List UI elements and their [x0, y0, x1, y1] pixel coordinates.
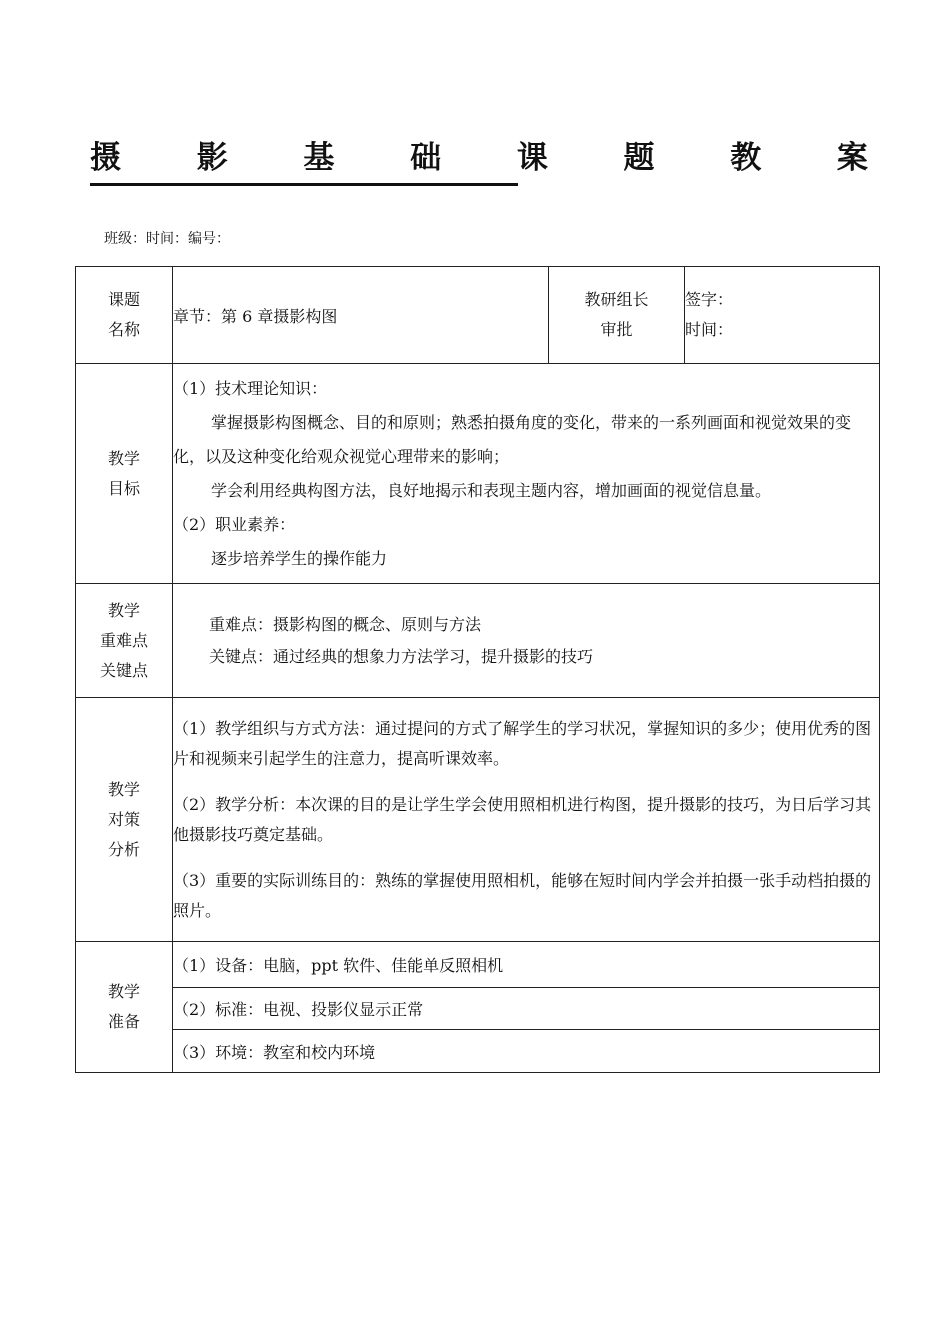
sign-line: 签字： — [685, 290, 734, 309]
topic-label-cell — [76, 267, 173, 364]
title-char: 摄 — [90, 139, 121, 176]
prep-label-cell — [76, 942, 173, 1073]
goals-paragraph-1: 掌握摄影构图概念、目的和原则；熟悉拍摄角度的变化，带来的一系列画面和视觉效果的变化，以及这种变化给观众视觉心理带来的影响； — [173, 412, 852, 466]
strategy-item-2: （2）教学分析：本次课的目的是让学生学会使用照相机进行构图，提升摄影的技巧，为日后学习其他摄影技巧奠定基础。 — [173, 794, 872, 844]
meta-line: 班级：时间：编号： — [104, 231, 230, 247]
title-char: 课 — [516, 139, 548, 176]
keypoints-label-line: 教学 — [107, 600, 140, 620]
strategy-content — [173, 698, 880, 942]
title-char: 案 — [836, 139, 868, 176]
prep-item-text: （1）设备：电脑，ppt 软件、佳能单反照相机 — [173, 956, 504, 975]
prep-item-text: （3）环境：教室和校内环境 — [173, 1042, 376, 1062]
prep-label-line: 准备 — [107, 1012, 140, 1031]
approve-label-line: 教研组长 — [584, 290, 649, 309]
prep-item-2 — [173, 988, 880, 1030]
goals-heading-2: （2）职业素养： — [173, 514, 296, 534]
strategy-label-cell — [76, 698, 173, 942]
row-strategy — [76, 698, 880, 942]
keypoints-label-line: 关键点 — [99, 660, 148, 680]
row-topic — [76, 267, 880, 364]
goals-paragraph-3: 逐步培养学生的操作能力 — [211, 548, 388, 568]
title-char: 教 — [730, 139, 762, 176]
chapter-cell — [173, 267, 549, 364]
strategy-label-line: 分析 — [107, 839, 140, 859]
row-prep-1 — [76, 942, 880, 988]
keypoints-label-cell — [76, 584, 173, 698]
prep-item-3 — [173, 1030, 880, 1073]
prep-item-text: （2）标准：电视、投影仪显示正常 — [173, 1000, 424, 1019]
strategy-item-3: （3）重要的实际训练目的：熟练的掌握使用照相机，能够在短时间内学会并拍摄一张手动档拍摄的照片。 — [173, 870, 872, 920]
goals-paragraph-2: 学会利用经典构图方法，良好地揭示和表现主题内容，增加画面的视觉信息量。 — [211, 480, 772, 500]
title-char: 影 — [196, 139, 228, 176]
strategy-label-line: 教学 — [107, 779, 140, 799]
topic-label-line: 名称 — [107, 320, 140, 339]
goals-label-line: 教学 — [107, 448, 140, 468]
strategy-item-1: （1）教学组织与方式方法：通过提问的方式了解学生的学习状况，掌握知识的多少；使用优秀的图片和视频来引起学生的注意力，提高听课效率。 — [173, 718, 872, 768]
approve-label-cell — [549, 267, 685, 364]
row-prep-2 — [76, 988, 880, 1030]
sign-cell — [685, 267, 880, 364]
topic-label-line: 课题 — [107, 290, 140, 309]
chapter-text: 章节：第 6 章摄影构图 — [173, 306, 338, 326]
row-keypoints — [76, 584, 880, 698]
time-line: 时间： — [685, 320, 734, 339]
key-points: 关键点：通过经典的想象力方法学习，提升摄影的技巧 — [209, 646, 594, 666]
goals-content — [173, 364, 880, 584]
goals-label-line: 目标 — [107, 478, 140, 498]
lesson-plan-table — [75, 266, 880, 1073]
title-char: 基 — [303, 139, 335, 176]
approve-label-line: 审批 — [600, 320, 633, 339]
goals-heading-1: （1）技术理论知识： — [173, 378, 328, 398]
row-prep-3 — [76, 1030, 880, 1073]
keypoints-label-line: 重难点 — [99, 630, 148, 650]
title-char: 础 — [410, 139, 442, 176]
strategy-label-line: 对策 — [107, 809, 140, 829]
prep-label-line: 教学 — [107, 982, 140, 1001]
prep-item-1 — [173, 942, 880, 988]
keypoints-content — [173, 584, 880, 698]
difficult-points: 重难点：摄影构图的概念、原则与方法 — [209, 614, 482, 634]
goals-label-cell — [76, 364, 173, 584]
row-goals — [76, 364, 880, 584]
title-underline — [90, 183, 518, 186]
document-title — [90, 133, 868, 175]
title-char: 题 — [623, 139, 655, 176]
